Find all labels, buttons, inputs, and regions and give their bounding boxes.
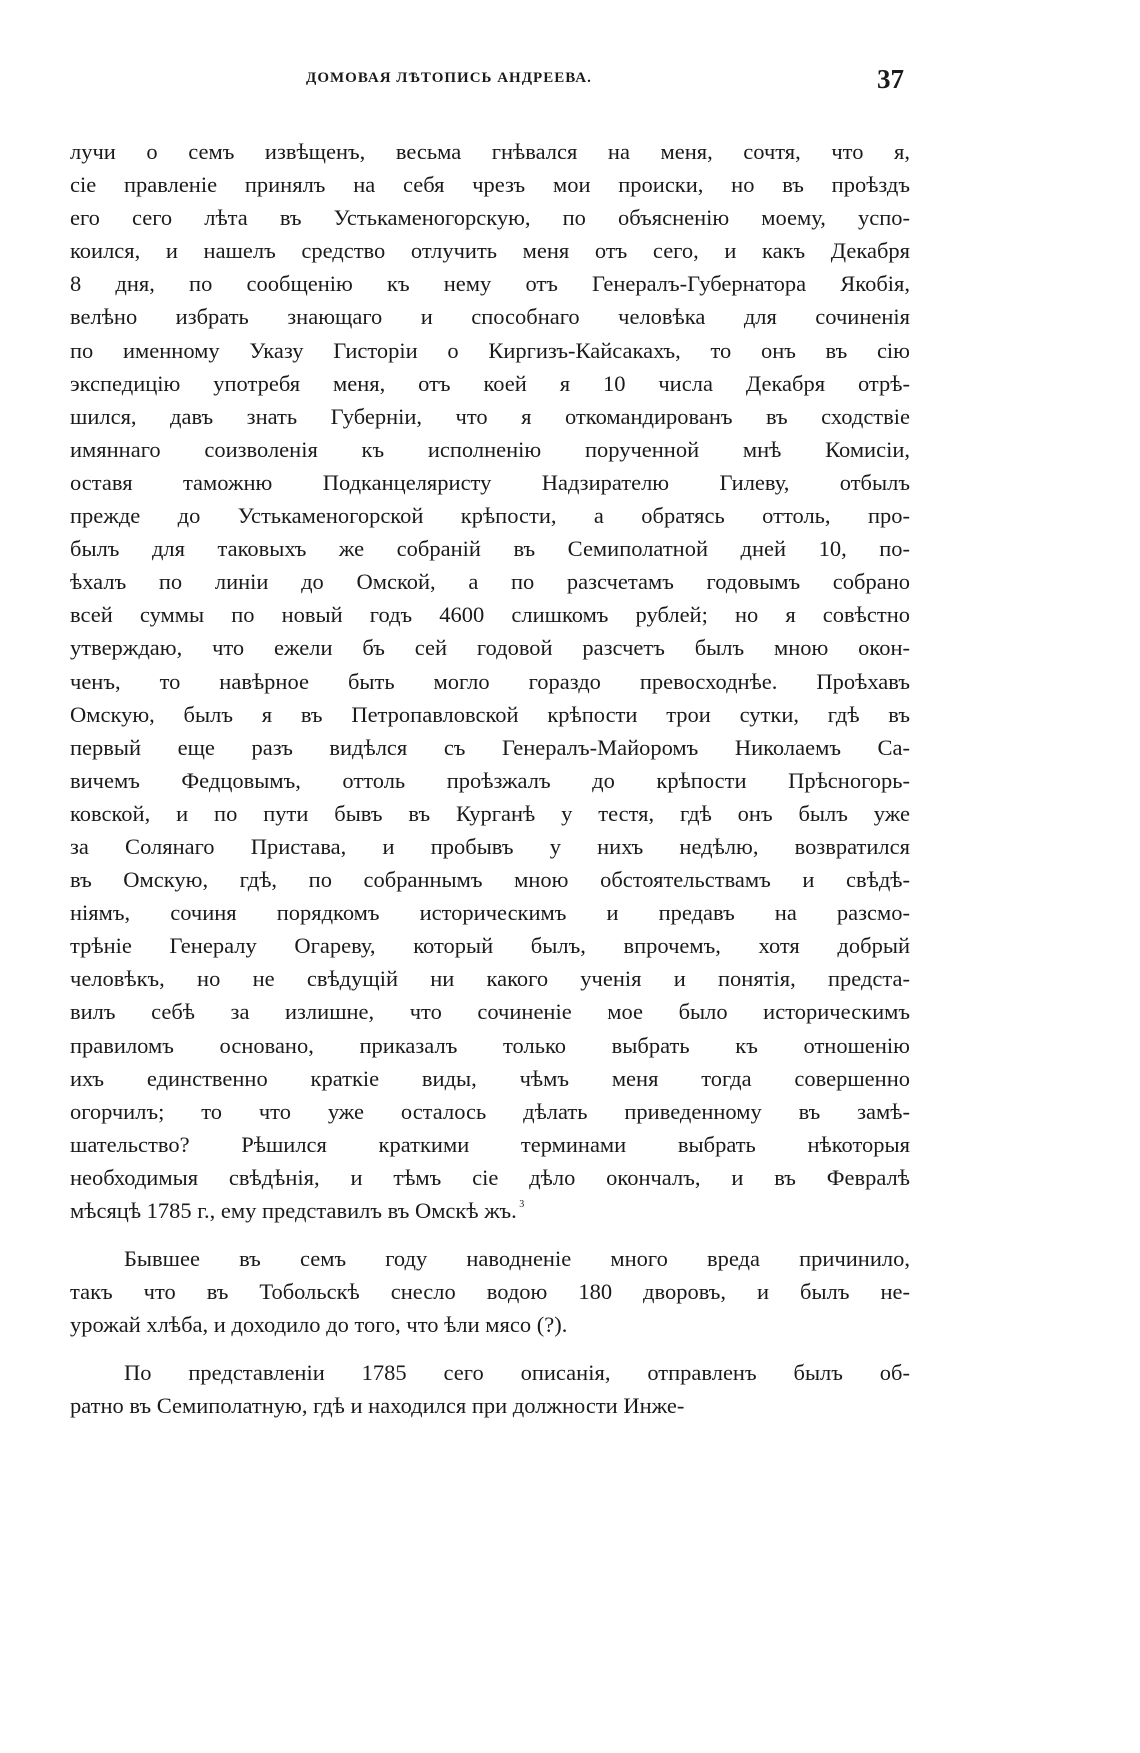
paragraph-2 (70, 1242, 910, 1341)
text-line: мѣсяцѣ 1785 г., ему представилъ въ Омскѣ жъ. $^3$ (70, 1198, 525, 1223)
text-line: велѣно избрать знающаго и способнаго человѣка для сочиненія (70, 304, 910, 330)
text-line: за Солянаго Пристава, и пробывъ у нихъ недѣлю, возвратился (70, 833, 910, 859)
text-line: утверждаю, что ежели бъ сей годовой разсчетъ былъ мною окон- (70, 635, 910, 661)
text-line: вичемъ Федцовымъ, оттоль проѣзжалъ до крѣпости Прѣсногорь- (70, 767, 910, 793)
text-line: ѣхалъ по линіи до Омской, а по разсчетамъ годовымъ собрано (70, 569, 910, 595)
text-line: лучи о семъ извѣщенъ, весьма гнѣвался на меня, сочтя, что я, (70, 139, 910, 164)
text-line: вилъ себѣ за излишне, что сочиненіе мое было историческимъ (70, 999, 910, 1025)
text-line: ихъ единственно краткіе виды, чѣмъ меня тогда совершенно (70, 1065, 910, 1091)
text-line: человѣкъ, но не свѣдущій ни какого ученія и понятія, предста- (70, 966, 910, 992)
text-line: Бывшее въ семъ году наводненіе много вреда причинило, (124, 1246, 910, 1272)
text-line: По представленіи 1785 сего описанія, отправленъ былъ об- (124, 1360, 910, 1386)
text-line: необходимыя свѣдѣнія, и тѣмъ сіе дѣло окончалъ, и въ Февралѣ (70, 1164, 910, 1190)
text-line: Омскую, былъ я въ Петропавловской крѣпости трои сутки, гдѣ въ (70, 701, 910, 727)
text-line: былъ для таковыхъ же собраній въ Семиполатной дней 10, по- (70, 536, 910, 562)
text-line: ченъ, то навѣрное быть могло гораздо превосходнѣе. Проѣхавъ (70, 668, 910, 694)
text-line: первый еще разъ видѣлся съ Генералъ-Майоромъ Николаемъ Са- (70, 734, 910, 760)
text-line: трѣніе Генералу Огареву, который былъ, впрочемъ, хотя добрый (70, 933, 910, 959)
page-number: 37 (877, 64, 904, 94)
text-line: экспедицію употребя меня, отъ коей я 10 числа Декабря отрѣ- (70, 370, 910, 396)
paragraph-1 (70, 135, 910, 1227)
text-line: ратно въ Семиполатную, гдѣ и находился при должности Инже- (70, 1393, 685, 1419)
text-line: ніямъ, сочиня порядкомъ историческимъ и предавъ на разсмо- (70, 900, 910, 926)
text-line: правиломъ основано, приказалъ только выбрать къ отношенію (70, 1032, 910, 1058)
text-line: коился, и нашелъ средство отлучить меня отъ сего, и какъ Декабря (70, 238, 910, 264)
text-line: въ Омскую, гдѣ, по собраннымъ мною обстоятельствамъ и свѣдѣ- (70, 867, 910, 893)
text-line: шательство? Рѣшился краткими терминами выбрать нѣкоторыя (70, 1131, 910, 1157)
text-line: урожай хлѣба, и доходило до того, что ѣли мясо (?). (70, 1312, 568, 1338)
text-line: прежде до Устькаменогорской крѣпости, а обратясь оттоль, про- (70, 503, 910, 529)
body-text (70, 135, 910, 1423)
text-line: сіе правленіе принялъ на себя чрезъ мои происки, но въ проѣздъ (70, 172, 910, 198)
text-line: такъ что въ Тобольскѣ снесло водою 180 дворовъ, и былъ не- (70, 1279, 910, 1305)
text-line: по именному Указу Гисторіи о Киргизъ-Кайсакахъ, то онъ въ сію (70, 337, 910, 363)
text-line: 8 дня, по сообщенію къ нему отъ Генералъ-Губернатора Якобія, (70, 271, 910, 297)
text-line: всей суммы по новый годъ 4600 слишкомъ рублей; но я совѣстно (70, 602, 910, 628)
running-title: ДОМОВАЯ ЛѢТОПИСЬ АНДРЕЕВА. (306, 70, 592, 86)
text-line: огорчилъ; то что уже осталось дѣлать приведенному въ замѣ- (70, 1098, 910, 1124)
text-line: имяннаго соизволенія къ исполненію порученной мнѣ Комисіи, (70, 436, 910, 462)
text-line: его сего лѣта въ Устькаменогорскую, по объясненію моему, успо- (70, 205, 910, 231)
footnote-marker: 3 (516, 1199, 525, 1210)
text-line: ковской, и по пути бывъ въ Курганѣ у тестя, гдѣ онъ былъ уже (70, 800, 910, 826)
text-line: шился, давъ знать Губерніи, что я откомандированъ въ сходствіе (70, 403, 910, 429)
text-line: оставя таможню Подканцеляристу Надзирателю Гилеву, отбылъ (70, 469, 910, 495)
paragraph-3 (70, 1356, 910, 1422)
